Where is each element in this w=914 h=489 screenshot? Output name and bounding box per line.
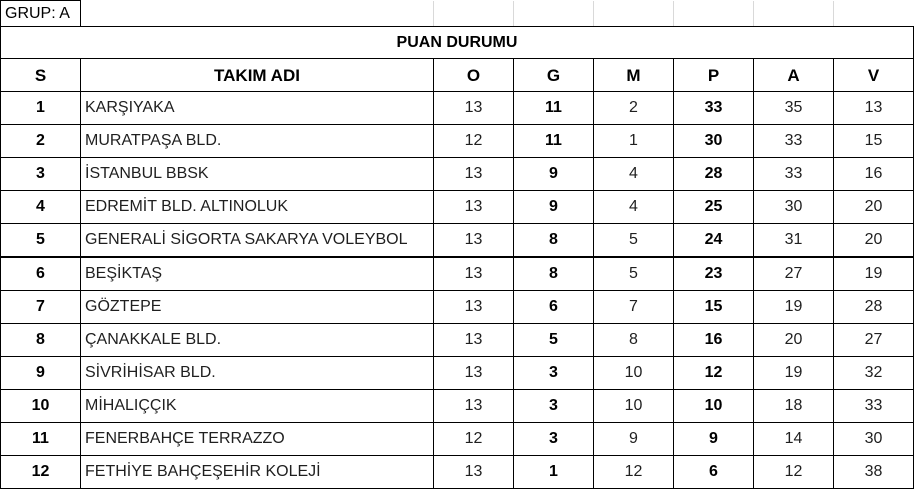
cell-points[interactable]: 12 (674, 357, 754, 390)
cell-won[interactable]: 5 (514, 324, 594, 357)
cell-played[interactable]: 13 (434, 158, 514, 191)
cell-played[interactable]: 13 (434, 357, 514, 390)
cell-lost[interactable]: 12 (594, 456, 674, 489)
header-row (1, 59, 914, 92)
cell-sets-lost[interactable]: 38 (834, 456, 914, 489)
cell-won[interactable]: 3 (514, 423, 594, 456)
cell-sets-lost[interactable]: 20 (834, 191, 914, 224)
cell-sets-won[interactable]: 19 (754, 291, 834, 324)
cell-sets-won[interactable]: 35 (754, 92, 834, 125)
table-row (1, 125, 914, 158)
cell-team[interactable]: İSTANBUL BBSK (81, 158, 434, 191)
table-row (1, 291, 914, 324)
header-rank[interactable]: S (1, 59, 81, 92)
table-row (1, 257, 914, 291)
cell-played[interactable]: 13 (434, 456, 514, 489)
cell-lost[interactable]: 10 (594, 390, 674, 423)
cell-team[interactable]: FETHİYE BAHÇEŞEHİR KOLEJİ (81, 456, 434, 489)
cell-sets-lost[interactable]: 20 (834, 224, 914, 258)
cell-won[interactable]: 3 (514, 390, 594, 423)
cell-team[interactable]: ÇANAKKALE BLD. (81, 324, 434, 357)
cell-rank[interactable]: 6 (1, 257, 81, 291)
cell-lost[interactable]: 5 (594, 257, 674, 291)
header-lost[interactable]: M (594, 59, 674, 92)
cell-lost[interactable]: 9 (594, 423, 674, 456)
table-row (1, 324, 914, 357)
cell-team[interactable]: GÖZTEPE (81, 291, 434, 324)
cell-team[interactable]: MURATPAŞA BLD. (81, 125, 434, 158)
cell-sets-lost[interactable]: 32 (834, 357, 914, 390)
cell-rank[interactable]: 11 (1, 423, 81, 456)
empty-cell[interactable] (514, 1, 594, 27)
cell-sets-lost[interactable]: 13 (834, 92, 914, 125)
empty-cell[interactable] (434, 1, 514, 27)
cell-team[interactable]: SİVRİHİSAR BLD. (81, 357, 434, 390)
cell-points[interactable]: 30 (674, 125, 754, 158)
cell-points[interactable]: 15 (674, 291, 754, 324)
table-row (1, 390, 914, 423)
cell-sets-won[interactable]: 30 (754, 191, 834, 224)
cell-points[interactable]: 16 (674, 324, 754, 357)
header-points[interactable]: P (674, 59, 754, 92)
cell-won[interactable]: 6 (514, 291, 594, 324)
cell-sets-lost[interactable]: 16 (834, 158, 914, 191)
empty-cell[interactable] (594, 1, 674, 27)
cell-lost[interactable]: 5 (594, 224, 674, 258)
cell-rank[interactable]: 1 (1, 92, 81, 125)
cell-sets-won[interactable]: 27 (754, 257, 834, 291)
empty-cell[interactable] (834, 1, 914, 27)
cell-won[interactable]: 8 (514, 224, 594, 258)
table-row (1, 191, 914, 224)
header-team[interactable]: TAKIM ADI (81, 59, 434, 92)
cell-rank[interactable]: 7 (1, 291, 81, 324)
cell-team[interactable]: EDREMİT BLD. ALTINOLUK (81, 191, 434, 224)
cell-played[interactable]: 12 (434, 423, 514, 456)
cell-rank[interactable]: 3 (1, 158, 81, 191)
table-row (1, 224, 914, 258)
cell-sets-lost[interactable]: 33 (834, 390, 914, 423)
header-sets-lost[interactable]: V (834, 59, 914, 92)
cell-rank[interactable]: 2 (1, 125, 81, 158)
cell-rank[interactable]: 10 (1, 390, 81, 423)
cell-sets-lost[interactable]: 19 (834, 257, 914, 291)
cell-played[interactable]: 13 (434, 92, 514, 125)
cell-played[interactable]: 13 (434, 224, 514, 258)
cell-sets-lost[interactable]: 28 (834, 291, 914, 324)
empty-cell[interactable] (81, 1, 434, 27)
cell-won[interactable]: 3 (514, 357, 594, 390)
cell-sets-won[interactable]: 12 (754, 456, 834, 489)
cell-points[interactable]: 33 (674, 92, 754, 125)
cell-sets-won[interactable]: 18 (754, 390, 834, 423)
cell-points[interactable]: 24 (674, 224, 754, 258)
cell-team[interactable]: MİHALIÇÇIK (81, 390, 434, 423)
table-row (1, 456, 914, 489)
table-row (1, 158, 914, 191)
cell-rank[interactable]: 5 (1, 224, 81, 258)
cell-won[interactable]: 11 (514, 92, 594, 125)
cell-won[interactable]: 8 (514, 257, 594, 291)
cell-rank[interactable]: 4 (1, 191, 81, 224)
cell-lost[interactable]: 10 (594, 357, 674, 390)
cell-won[interactable]: 11 (514, 125, 594, 158)
cell-played[interactable]: 13 (434, 324, 514, 357)
cell-played[interactable]: 13 (434, 191, 514, 224)
cell-team[interactable]: GENERALİ SİGORTA SAKARYA VOLEYBOL (81, 224, 434, 258)
cell-points[interactable]: 23 (674, 257, 754, 291)
cell-points[interactable]: 9 (674, 423, 754, 456)
cell-played[interactable]: 12 (434, 125, 514, 158)
cell-won[interactable]: 1 (514, 456, 594, 489)
cell-lost[interactable]: 2 (594, 92, 674, 125)
table-row (1, 423, 914, 456)
cell-lost[interactable]: 8 (594, 324, 674, 357)
cell-played[interactable]: 13 (434, 291, 514, 324)
cell-sets-lost[interactable]: 30 (834, 423, 914, 456)
empty-cell[interactable] (754, 1, 834, 27)
cell-lost[interactable]: 7 (594, 291, 674, 324)
cell-won[interactable]: 9 (514, 191, 594, 224)
cell-lost[interactable]: 1 (594, 125, 674, 158)
table-row (1, 92, 914, 125)
cell-lost[interactable]: 4 (594, 158, 674, 191)
cell-sets-won[interactable]: 19 (754, 357, 834, 390)
cell-sets-won[interactable]: 31 (754, 224, 834, 258)
group-row (1, 1, 914, 27)
cell-points[interactable]: 10 (674, 390, 754, 423)
cell-sets-won[interactable]: 20 (754, 324, 834, 357)
header-won[interactable]: G (514, 59, 594, 92)
cell-rank[interactable]: 12 (1, 456, 81, 489)
cell-team[interactable]: KARŞIYAKA (81, 92, 434, 125)
cell-played[interactable]: 13 (434, 257, 514, 291)
title-row (1, 27, 914, 59)
cell-points[interactable]: 25 (674, 191, 754, 224)
group-label[interactable]: GRUP: A (1, 1, 81, 27)
table-title[interactable]: PUAN DURUMU (1, 27, 914, 59)
cell-won[interactable]: 9 (514, 158, 594, 191)
table-row (1, 357, 914, 390)
header-played[interactable]: O (434, 59, 514, 92)
empty-cell[interactable] (674, 1, 754, 27)
cell-sets-lost[interactable]: 15 (834, 125, 914, 158)
cell-sets-won[interactable]: 33 (754, 158, 834, 191)
header-sets-won[interactable]: A (754, 59, 834, 92)
cell-sets-won[interactable]: 33 (754, 125, 834, 158)
cell-rank[interactable]: 8 (1, 324, 81, 357)
cell-points[interactable]: 6 (674, 456, 754, 489)
cell-played[interactable]: 13 (434, 390, 514, 423)
cell-sets-lost[interactable]: 27 (834, 324, 914, 357)
cell-team[interactable]: BEŞİKTAŞ (81, 257, 434, 291)
cell-team[interactable]: FENERBAHÇE TERRAZZO (81, 423, 434, 456)
cell-rank[interactable]: 9 (1, 357, 81, 390)
cell-sets-won[interactable]: 14 (754, 423, 834, 456)
cell-points[interactable]: 28 (674, 158, 754, 191)
cell-lost[interactable]: 4 (594, 191, 674, 224)
